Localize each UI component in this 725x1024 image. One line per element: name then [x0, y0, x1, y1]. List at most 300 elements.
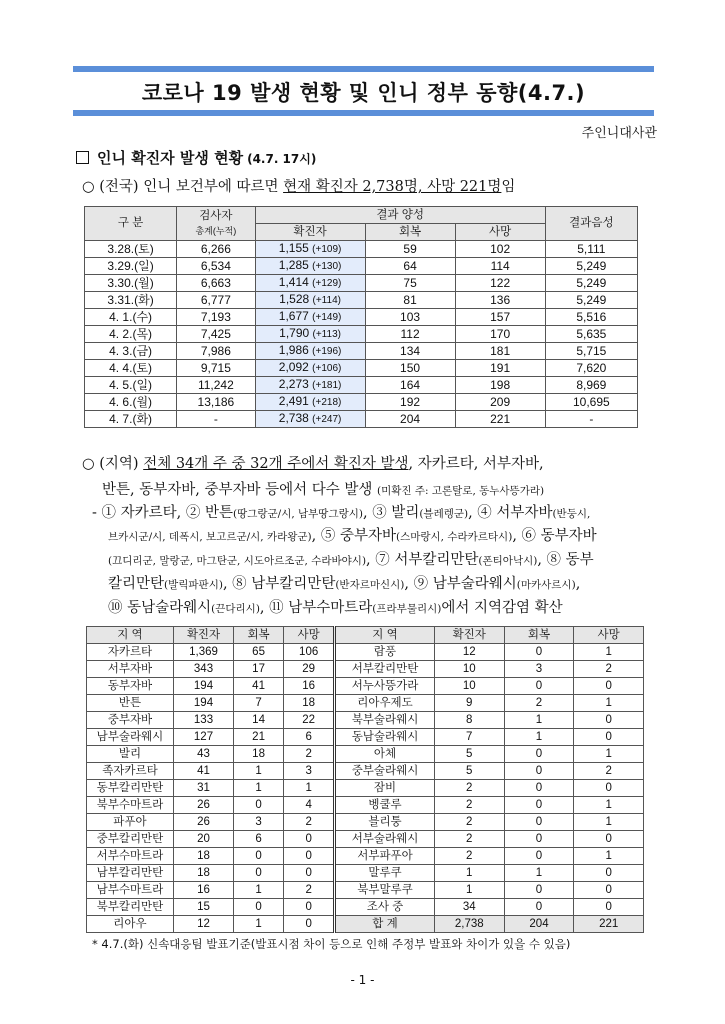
- left-confirmed-cell: 18: [173, 865, 233, 882]
- left-deaths-cell: 16: [284, 678, 335, 695]
- header-recovered-left: 회복: [234, 627, 284, 644]
- national-prefix: ○ (전국) 인니 보건부에 따르면: [82, 179, 284, 195]
- tested-cell: 13,186: [177, 394, 255, 411]
- left-confirmed-cell: 41: [173, 763, 233, 780]
- right-recovered-cell: 3: [504, 661, 574, 678]
- header-deaths: 사망: [455, 224, 545, 241]
- left-recovered-cell: 3: [234, 814, 284, 831]
- left-confirmed-cell: 127: [173, 729, 233, 746]
- region-row: [87, 712, 644, 729]
- section-title: 인니 확진자 발생 현황: [97, 149, 244, 167]
- region-row: [87, 865, 644, 882]
- right-confirmed-cell: 2,738: [434, 916, 504, 933]
- left-deaths-cell: 2: [284, 746, 335, 763]
- confirmed-cell: [255, 309, 365, 326]
- deaths-cell: 181: [455, 343, 545, 360]
- right-confirmed-cell: 5: [434, 746, 504, 763]
- left-confirmed-cell: 43: [173, 746, 233, 763]
- right-region-cell: 잠비: [335, 780, 435, 797]
- negative-cell: 5,249: [545, 258, 637, 275]
- right-recovered-cell: 0: [504, 678, 574, 695]
- right-confirmed-cell: 1: [434, 882, 504, 899]
- negative-cell: 8,969: [545, 377, 637, 394]
- right-region-cell: 서누사뜽가라: [335, 678, 435, 695]
- recovered-cell: 103: [365, 309, 455, 326]
- regional-line-4: [108, 524, 597, 545]
- left-confirmed-cell: 133: [173, 712, 233, 729]
- right-confirmed-cell: 1: [434, 865, 504, 882]
- left-recovered-cell: 18: [234, 746, 284, 763]
- header-region-left: 지 역: [87, 627, 174, 644]
- left-confirmed-cell: 26: [173, 814, 233, 831]
- daily-row: [85, 411, 638, 428]
- header-tested-label: 검사자: [199, 209, 233, 222]
- regional-line-2-b: (미확진 주: 고론탈로, 동누사뜽가라): [377, 485, 545, 497]
- region-row: [87, 831, 644, 848]
- regional-line-6-b: (발릭파판시): [164, 579, 223, 591]
- header-deaths-left: 사망: [284, 627, 335, 644]
- recovered-cell: 112: [365, 326, 455, 343]
- right-deaths-cell: 0: [574, 865, 644, 882]
- left-deaths-cell: 29: [284, 661, 335, 678]
- left-deaths-cell: 3: [284, 763, 335, 780]
- confirmed-value: 1,986: [278, 343, 309, 357]
- right-region-cell: 서부술라웨시: [335, 831, 435, 848]
- right-deaths-cell: 0: [574, 831, 644, 848]
- confirmed-cell: [255, 275, 365, 292]
- regional-line-5-c: (폰티아낙시): [478, 555, 538, 567]
- right-confirmed-cell: 2: [434, 831, 504, 848]
- embassy-name: 주인니대사관: [581, 126, 657, 141]
- page-number: - 1 -: [350, 973, 375, 987]
- right-deaths-cell: 1: [574, 695, 644, 712]
- negative-cell: 5,249: [545, 275, 637, 292]
- right-region-cell: 중부술라웨시: [335, 763, 435, 780]
- tested-cell: -: [177, 411, 255, 428]
- date-cell: 4. 2.(목): [85, 326, 177, 343]
- regional-line-2-a: 반튼, 동부자바, 중부자바 등에서 다수 발생: [102, 482, 377, 498]
- right-deaths-cell: 1: [574, 746, 644, 763]
- right-recovered-cell: 204: [504, 916, 574, 933]
- left-deaths-cell: 0: [284, 848, 335, 865]
- confirmed-delta: (+130): [312, 261, 342, 272]
- confirmed-delta: (+106): [312, 363, 342, 374]
- recovered-cell: 164: [365, 377, 455, 394]
- right-deaths-cell: 0: [574, 712, 644, 729]
- daily-row: [85, 326, 638, 343]
- header-tested-sub: 총계(누적): [195, 225, 237, 236]
- region-row: [87, 916, 644, 933]
- regional-line-3-f: (반둥시,: [552, 508, 591, 520]
- daily-row: [85, 241, 638, 258]
- left-region-cell: 남부수마트라: [87, 882, 174, 899]
- deaths-cell: 191: [455, 360, 545, 377]
- header-deaths-right: 사망: [574, 627, 644, 644]
- right-deaths-cell: 1: [574, 644, 644, 661]
- confirmed-delta: (+109): [312, 244, 342, 255]
- right-recovered-cell: 0: [504, 831, 574, 848]
- national-highlight: 현재 확진자 2,738명, 사망 221명: [283, 179, 502, 195]
- tested-cell: 7,193: [177, 309, 255, 326]
- left-region-cell: 파푸아: [87, 814, 174, 831]
- region-row: [87, 678, 644, 695]
- left-deaths-cell: 22: [284, 712, 335, 729]
- right-recovered-cell: 0: [504, 763, 574, 780]
- right-region-cell: 말루쿠: [335, 865, 435, 882]
- right-recovered-cell: 0: [504, 882, 574, 899]
- left-deaths-cell: 1: [284, 780, 335, 797]
- left-deaths-cell: 0: [284, 899, 335, 916]
- left-region-cell: 중부칼리만탄: [87, 831, 174, 848]
- tested-cell: 9,715: [177, 360, 255, 377]
- regional-line-5-d: , ⑧ 동부: [537, 552, 594, 568]
- document-title: 코로나 19 발생 현황 및 인니 정부 동향(4.7.): [141, 81, 586, 105]
- right-deaths-cell: 1: [574, 797, 644, 814]
- region-row: [87, 899, 644, 916]
- confirmed-cell: [255, 241, 365, 258]
- deaths-cell: 209: [455, 394, 545, 411]
- left-region-cell: 북부칼리만탄: [87, 899, 174, 916]
- region-row: [87, 661, 644, 678]
- negative-cell: -: [545, 411, 637, 428]
- right-recovered-cell: 0: [504, 797, 574, 814]
- tested-cell: 7,986: [177, 343, 255, 360]
- right-recovered-cell: 2: [504, 695, 574, 712]
- regional-line-6-e: , ⑨ 남부술라웨시: [404, 576, 517, 592]
- confirmed-value: 2,491: [278, 394, 309, 408]
- header-recovered-right: 회복: [504, 627, 574, 644]
- left-confirmed-cell: 12: [173, 916, 233, 933]
- regional-line-5-b: , ⑦ 서부칼리만탄: [366, 552, 479, 568]
- header-confirmed-right: 확진자: [434, 627, 504, 644]
- regional-line-7-a: ⑩ 동남술라웨시: [108, 600, 212, 616]
- confirmed-delta: (+196): [312, 346, 342, 357]
- left-recovered-cell: 1: [234, 882, 284, 899]
- deaths-cell: 114: [455, 258, 545, 275]
- confirmed-value: 1,528: [279, 292, 310, 306]
- right-deaths-cell: 1: [574, 848, 644, 865]
- region-row: [87, 780, 644, 797]
- date-cell: 3.28.(토): [85, 241, 177, 258]
- confirmed-delta: (+149): [312, 312, 342, 323]
- left-region-cell: 리아우: [87, 916, 174, 933]
- national-summary: [82, 175, 515, 196]
- tested-cell: 6,534: [177, 258, 255, 275]
- left-recovered-cell: 0: [234, 797, 284, 814]
- regional-line-4-b: , ⑤ 중부자바: [311, 528, 396, 544]
- regional-line-7: [108, 596, 563, 617]
- region-row: [87, 644, 644, 661]
- header-confirmed-left: 확진자: [173, 627, 233, 644]
- recovered-cell: 75: [365, 275, 455, 292]
- right-region-cell: 람풍: [335, 644, 435, 661]
- negative-cell: 5,111: [545, 241, 637, 258]
- left-region-cell: 족자카르타: [87, 763, 174, 780]
- left-recovered-cell: 41: [234, 678, 284, 695]
- deaths-cell: 122: [455, 275, 545, 292]
- regional-line-3-b: (땅그랑군/시, 남부땅그랑시): [233, 508, 363, 520]
- right-deaths-cell: 0: [574, 678, 644, 695]
- region-row: [87, 882, 644, 899]
- confirmed-delta: (+129): [312, 278, 342, 289]
- confirmed-value: 1,155: [278, 241, 309, 255]
- header-negative: 결과음성: [545, 207, 637, 241]
- left-recovered-cell: 1: [234, 916, 284, 933]
- right-deaths-cell: 0: [574, 882, 644, 899]
- regional-line-3-c: , ③ 발리: [362, 505, 420, 521]
- regional-line-4-d: , ⑥ 동부자바: [512, 528, 597, 544]
- right-confirmed-cell: 8: [434, 712, 504, 729]
- right-confirmed-cell: 2: [434, 814, 504, 831]
- date-cell: 3.30.(월): [85, 275, 177, 292]
- recovered-cell: 192: [365, 394, 455, 411]
- regional-line-3-d: (블레렝군): [419, 508, 469, 520]
- regional-line-7-d: (프라부물리시): [372, 603, 442, 615]
- right-confirmed-cell: 9: [434, 695, 504, 712]
- confirmed-value: 1,790: [279, 326, 310, 340]
- right-recovered-cell: 0: [504, 814, 574, 831]
- regional-line-7-e: 에서 지역감염 확산: [441, 600, 563, 616]
- confirmed-value: 2,738: [278, 411, 309, 425]
- header-confirmed: 확진자: [255, 224, 365, 241]
- header-positive-group: 결과 양성: [255, 207, 545, 224]
- regional-line-3: [92, 501, 590, 522]
- right-region-cell: 북부술라웨시: [335, 712, 435, 729]
- right-deaths-cell: 2: [574, 661, 644, 678]
- right-deaths-cell: 0: [574, 780, 644, 797]
- daily-row: [85, 309, 638, 326]
- regional-line-1-c: , 자카르타, 서부자바,: [408, 456, 544, 472]
- left-confirmed-cell: 18: [173, 848, 233, 865]
- negative-cell: 5,249: [545, 292, 637, 309]
- date-cell: 3.29.(일): [85, 258, 177, 275]
- regional-line-4-a: 브카시군/시, 데폭시, 보고르군/시, 카라왕군): [108, 531, 312, 543]
- left-region-cell: 서부자바: [87, 661, 174, 678]
- right-region-cell: 블리퉁: [335, 814, 435, 831]
- negative-cell: 10,695: [545, 394, 637, 411]
- right-recovered-cell: 1: [504, 712, 574, 729]
- recovered-cell: 134: [365, 343, 455, 360]
- left-region-cell: 반튼: [87, 695, 174, 712]
- regional-line-6: [108, 572, 580, 593]
- left-region-cell: 남부칼리만탄: [87, 865, 174, 882]
- regional-line-5-a: (끄디리군, 말랑군, 마그탄군, 시도아르조군, 수라바야시): [108, 555, 367, 567]
- deaths-cell: 170: [455, 326, 545, 343]
- date-cell: 4. 3.(금): [85, 343, 177, 360]
- tested-cell: 7,425: [177, 326, 255, 343]
- left-region-cell: 북부수마트라: [87, 797, 174, 814]
- left-region-cell: 발리: [87, 746, 174, 763]
- left-confirmed-cell: 194: [173, 695, 233, 712]
- right-region-cell: 서부칼리만탄: [335, 661, 435, 678]
- deaths-cell: 198: [455, 377, 545, 394]
- left-region-cell: 서부수마트라: [87, 848, 174, 865]
- right-recovered-cell: 0: [504, 746, 574, 763]
- right-confirmed-cell: 10: [434, 678, 504, 695]
- left-deaths-cell: 0: [284, 831, 335, 848]
- right-recovered-cell: 0: [504, 899, 574, 916]
- daily-row: [85, 394, 638, 411]
- header-date: 구 분: [85, 207, 177, 241]
- confirmed-value: 1,285: [278, 258, 309, 272]
- national-suffix: 임: [501, 179, 516, 195]
- recovered-cell: 59: [365, 241, 455, 258]
- confirmed-delta: (+113): [312, 329, 341, 340]
- left-region-cell: 자카르타: [87, 644, 174, 661]
- left-region-cell: 동부자바: [87, 678, 174, 695]
- header-region-right: 지 역: [335, 627, 435, 644]
- left-recovered-cell: 6: [234, 831, 284, 848]
- right-recovered-cell: 0: [504, 780, 574, 797]
- left-recovered-cell: 65: [234, 644, 284, 661]
- region-row: [87, 797, 644, 814]
- confirmed-cell: [255, 411, 365, 428]
- tested-cell: 6,266: [177, 241, 255, 258]
- daily-row: [85, 343, 638, 360]
- recovered-cell: 64: [365, 258, 455, 275]
- left-deaths-cell: 4: [284, 797, 335, 814]
- daily-row: [85, 275, 638, 292]
- confirmed-value: 1,414: [278, 275, 309, 289]
- date-cell: 4. 1.(수): [85, 309, 177, 326]
- section-time: (4.7. 17시): [247, 152, 317, 166]
- recovered-cell: 150: [365, 360, 455, 377]
- right-deaths-cell: 2: [574, 763, 644, 780]
- right-region-cell: 동남술라웨시: [335, 729, 435, 746]
- recovered-cell: 204: [365, 411, 455, 428]
- left-recovered-cell: 17: [234, 661, 284, 678]
- tested-cell: 6,777: [177, 292, 255, 309]
- left-deaths-cell: 18: [284, 695, 335, 712]
- date-cell: 4. 7.(화): [85, 411, 177, 428]
- regional-line-6-c: , ⑧ 남부칼리만탄: [222, 576, 336, 592]
- confirmed-cell: [255, 343, 365, 360]
- header-tested: [177, 207, 255, 241]
- left-recovered-cell: 7: [234, 695, 284, 712]
- confirmed-value: 2,092: [278, 360, 309, 374]
- left-region-cell: 남부술라웨시: [87, 729, 174, 746]
- left-recovered-cell: 14: [234, 712, 284, 729]
- left-deaths-cell: 0: [284, 865, 335, 882]
- regional-line-6-f: (마카사르시): [516, 579, 576, 591]
- right-deaths-cell: 221: [574, 916, 644, 933]
- left-deaths-cell: 2: [284, 882, 335, 899]
- right-deaths-cell: 0: [574, 899, 644, 916]
- right-confirmed-cell: 10: [434, 661, 504, 678]
- tested-cell: 11,242: [177, 377, 255, 394]
- left-deaths-cell: 2: [284, 814, 335, 831]
- right-region-cell: 서부파푸아: [335, 848, 435, 865]
- right-confirmed-cell: 2: [434, 780, 504, 797]
- confirmed-cell: [255, 360, 365, 377]
- right-region-cell: 북부말루쿠: [335, 882, 435, 899]
- regional-cases-table: [86, 626, 644, 933]
- regional-line-5: [108, 548, 594, 569]
- left-confirmed-cell: 194: [173, 678, 233, 695]
- confirmed-delta: (+247): [312, 414, 342, 425]
- header-recovered: 회복: [365, 224, 455, 241]
- right-region-cell: 리아우제도: [335, 695, 435, 712]
- regional-line-7-c: , ⑪ 남부수마트라: [259, 600, 373, 616]
- right-recovered-cell: 0: [504, 848, 574, 865]
- right-confirmed-cell: 2: [434, 848, 504, 865]
- negative-cell: 7,620: [545, 360, 637, 377]
- regional-line-7-b: (끈다리시): [211, 603, 260, 615]
- date-cell: 3.31.(화): [85, 292, 177, 309]
- deaths-cell: 136: [455, 292, 545, 309]
- confirmed-delta: (+114): [312, 295, 341, 306]
- confirmed-value: 2,273: [278, 377, 309, 391]
- title-bar-top: [73, 66, 654, 72]
- regional-line-3-e: , ④ 서부자바: [468, 505, 553, 521]
- left-region-cell: 동부칼리만탄: [87, 780, 174, 797]
- left-recovered-cell: 0: [234, 848, 284, 865]
- left-deaths-cell: 6: [284, 729, 335, 746]
- daily-cases-table: [84, 206, 638, 428]
- tested-cell: 6,663: [177, 275, 255, 292]
- title-bar-bottom: [73, 110, 654, 116]
- left-confirmed-cell: 343: [173, 661, 233, 678]
- confirmed-value: 1,677: [278, 309, 309, 323]
- region-row: [87, 746, 644, 763]
- confirmed-delta: (+181): [312, 380, 342, 391]
- left-deaths-cell: 0: [284, 916, 335, 933]
- deaths-cell: 221: [455, 411, 545, 428]
- regional-line-6-d: (반자르마신시): [335, 579, 405, 591]
- deaths-cell: 102: [455, 241, 545, 258]
- right-confirmed-cell: 34: [434, 899, 504, 916]
- right-region-cell: 아체: [335, 746, 435, 763]
- left-recovered-cell: 0: [234, 899, 284, 916]
- regional-line-6-g: ,: [575, 576, 581, 592]
- left-region-cell: 중부자바: [87, 712, 174, 729]
- confirmed-delta: (+218): [312, 397, 342, 408]
- daily-row: [85, 258, 638, 275]
- daily-row: [85, 377, 638, 394]
- region-row: [87, 729, 644, 746]
- left-recovered-cell: 1: [234, 780, 284, 797]
- negative-cell: 5,635: [545, 326, 637, 343]
- region-row: [87, 695, 644, 712]
- regional-line-3-a: - ① 자카르타, ② 반튼: [92, 505, 233, 521]
- right-recovered-cell: 0: [504, 644, 574, 661]
- daily-row: [85, 292, 638, 309]
- right-deaths-cell: 1: [574, 814, 644, 831]
- left-confirmed-cell: 1,369: [173, 644, 233, 661]
- left-confirmed-cell: 26: [173, 797, 233, 814]
- confirmed-cell: [255, 377, 365, 394]
- left-recovered-cell: 0: [234, 865, 284, 882]
- right-region-cell: 벵쿨루: [335, 797, 435, 814]
- left-confirmed-cell: 15: [173, 899, 233, 916]
- date-cell: 4. 5.(일): [85, 377, 177, 394]
- left-recovered-cell: 21: [234, 729, 284, 746]
- date-cell: 4. 4.(토): [85, 360, 177, 377]
- right-confirmed-cell: 12: [434, 644, 504, 661]
- regional-line-6-a: 칼리만탄: [108, 576, 165, 592]
- right-recovered-cell: 1: [504, 865, 574, 882]
- left-confirmed-cell: 16: [173, 882, 233, 899]
- negative-cell: 5,715: [545, 343, 637, 360]
- confirmed-cell: [255, 326, 365, 343]
- deaths-cell: 157: [455, 309, 545, 326]
- regional-line-4-c: (스마랑시, 수라카르타시): [396, 531, 513, 543]
- regional-line-1-a: ○ (지역): [82, 456, 144, 472]
- right-confirmed-cell: 5: [434, 763, 504, 780]
- footnote: * 4.7.(화) 신속대응팀 발표기준(발표시점 차이 등으로 인해 주정부 발표와 차이가 있을 수 있음): [92, 937, 571, 951]
- left-confirmed-cell: 20: [173, 831, 233, 848]
- regional-line-2: [102, 478, 544, 499]
